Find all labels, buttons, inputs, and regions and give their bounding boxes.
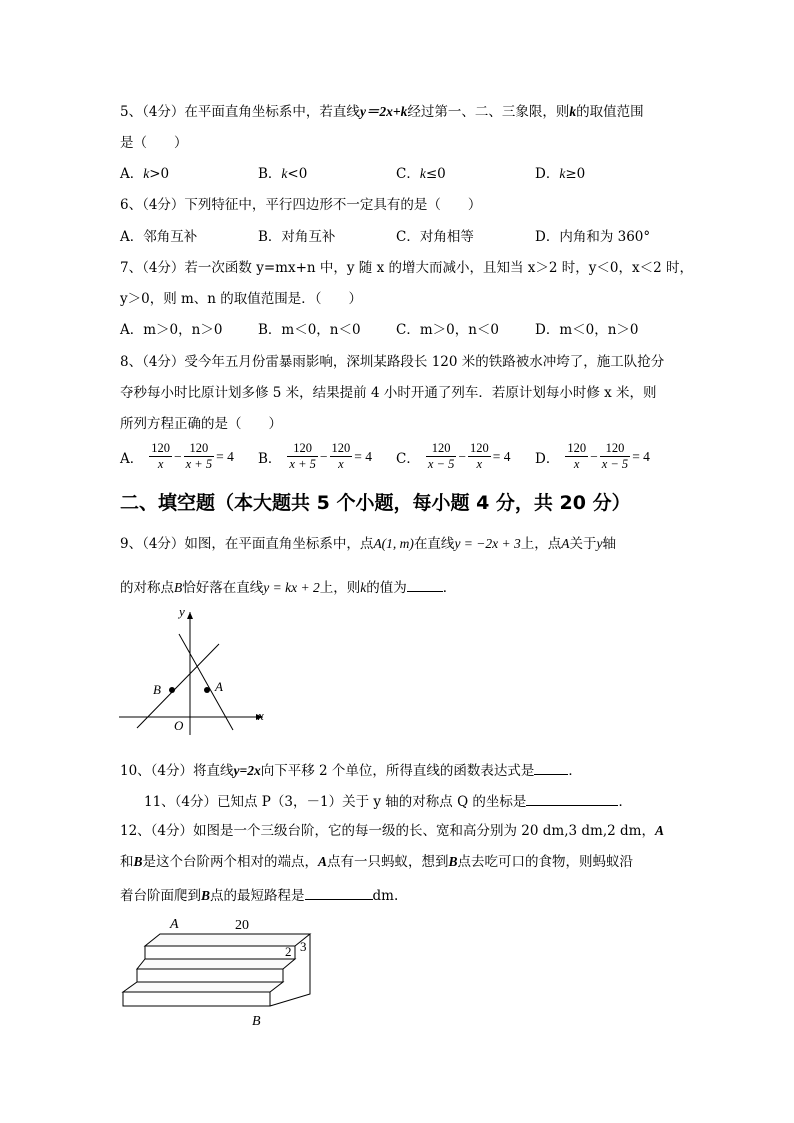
option-var: k bbox=[281, 166, 288, 181]
denominator: x bbox=[157, 457, 164, 471]
step-1-front bbox=[123, 992, 270, 1006]
q6-line1: 6、（4分）下列特征中，平行四边形不一定具有的是（ ） bbox=[120, 197, 482, 213]
rhs: = 4 bbox=[354, 448, 373, 464]
option-rest: <0 bbox=[287, 166, 308, 182]
q12-var-b3: B bbox=[201, 888, 211, 903]
numerator: 120 bbox=[151, 441, 170, 455]
q8-option-a[interactable] bbox=[120, 441, 236, 472]
q8-option-b[interactable] bbox=[258, 441, 374, 472]
q9-text-h: 上，则 bbox=[319, 580, 361, 596]
point-a-label: A bbox=[170, 917, 179, 932]
line-y-neg2x-plus3 bbox=[179, 634, 233, 730]
line-y-kx-plus2 bbox=[137, 644, 219, 728]
q5-option-d[interactable] bbox=[535, 165, 585, 183]
q9-text-b: 在直线 bbox=[413, 536, 455, 552]
q9-text-e: 轴 bbox=[602, 536, 617, 552]
operator: − bbox=[590, 448, 598, 464]
width-label: 2 bbox=[285, 944, 292, 959]
q12-text-e: 点去吃可口的食物，则蚂蚁沿 bbox=[457, 854, 634, 870]
option-label: C． bbox=[396, 450, 420, 467]
rhs: = 4 bbox=[492, 448, 511, 464]
q12-var-a: A bbox=[654, 823, 664, 838]
q12-answer-blank[interactable] bbox=[305, 885, 373, 900]
numerator: 120 bbox=[184, 441, 214, 457]
operator: − bbox=[458, 448, 466, 464]
denominator: x bbox=[338, 457, 344, 471]
q5-k: k bbox=[569, 104, 577, 119]
option-label: B． bbox=[258, 450, 282, 467]
option-var: k bbox=[419, 166, 426, 181]
q6-option-c[interactable]: C．对角相等 bbox=[396, 229, 474, 245]
fraction bbox=[149, 441, 172, 472]
q12-staircase-figure bbox=[115, 912, 325, 1032]
q12-line1 bbox=[120, 822, 664, 840]
rhs: = 4 bbox=[632, 448, 650, 464]
step-2-front bbox=[137, 969, 283, 982]
q10-text-b: 向下平移 2 个单位，所得直线的函数表达式是 bbox=[260, 763, 535, 779]
operator: − bbox=[319, 448, 328, 464]
numerator: 120 bbox=[600, 441, 630, 457]
q9-text-a: 9、（4分）如图，在平面直角坐标系中，点 bbox=[120, 536, 374, 552]
q12-text-c: 是这个台阶两个相对的端点， bbox=[142, 854, 319, 870]
q9-var-a: A bbox=[561, 536, 570, 551]
q9-equation-2: y = kx + 2 bbox=[263, 580, 320, 595]
q12-line3 bbox=[120, 885, 398, 905]
denominator: x bbox=[573, 457, 580, 471]
q9-answer-blank[interactable] bbox=[407, 577, 443, 592]
option-rest: ≤0 bbox=[425, 166, 446, 182]
option-label: B． bbox=[258, 166, 282, 182]
denominator: x − 5 bbox=[601, 457, 629, 471]
q5-text-c: 的取值范围 bbox=[576, 104, 644, 120]
q5-text-a: 5、（4分）在平面直角坐标系中，若直线 bbox=[120, 104, 360, 120]
q5-line1 bbox=[120, 103, 644, 121]
point-b bbox=[169, 687, 175, 693]
q9-line2 bbox=[120, 577, 456, 597]
step-1-top bbox=[123, 982, 283, 992]
option-label: C． bbox=[396, 166, 420, 182]
q9-text-g: 恰好落在直线 bbox=[182, 580, 264, 596]
operator: − bbox=[174, 448, 182, 464]
q7-option-c[interactable]: C．m＞0，n＜0 bbox=[396, 322, 500, 338]
q8-option-c[interactable] bbox=[396, 441, 512, 472]
q7-option-a[interactable]: A．m＞0，n＞0 bbox=[120, 322, 223, 338]
q6-option-a[interactable]: A．邻角互补 bbox=[120, 229, 198, 245]
q8-line1: 8、（4分）受今年五月份雷暴雨影响，深圳某路段长 120 米的铁路被水冲垮了，施工队抢分 bbox=[120, 354, 665, 370]
q9-coordinate-figure bbox=[115, 600, 275, 740]
q10-period: ． bbox=[568, 763, 582, 779]
numerator: 120 bbox=[287, 441, 317, 457]
numerator: 120 bbox=[469, 441, 489, 455]
q8-line3: 所列方程正确的是（ ） bbox=[120, 416, 282, 432]
q12-text-b: 和 bbox=[120, 854, 134, 870]
q9-var-k: k bbox=[360, 580, 367, 595]
q9-period: ． bbox=[442, 580, 457, 596]
length-label: 20 bbox=[235, 918, 249, 933]
q7-line1: 7、（4分）若一次函数 y=mx+n 中，y 随 x 的增大而减小，且知当 x＞2 时，y＜0，x＜2 时， bbox=[120, 260, 693, 276]
fraction bbox=[565, 441, 588, 472]
x-axis-label: x bbox=[258, 708, 264, 723]
q9-text-c: 上，点 bbox=[520, 536, 562, 552]
numerator: 120 bbox=[331, 441, 351, 455]
option-var: k bbox=[143, 166, 150, 181]
q5-option-b[interactable] bbox=[258, 165, 307, 183]
y-axis-label: y bbox=[179, 604, 185, 619]
q12-text-a: 12、（4分）如图是一个三级台阶，它的每一级的长、宽和高分别为 20 dm,3 dm,2 dm， bbox=[120, 823, 655, 839]
fraction bbox=[330, 441, 353, 472]
numerator: 120 bbox=[426, 441, 456, 457]
q9-point-a: A(1, m) bbox=[373, 536, 414, 551]
q12-var-b: B bbox=[133, 854, 143, 869]
q5-option-c[interactable] bbox=[396, 165, 446, 183]
denominator: x + 5 bbox=[185, 457, 213, 471]
q12-text-d: 点有一只蚂蚁，想到 bbox=[327, 854, 449, 870]
point-b-label: B bbox=[252, 1014, 261, 1029]
q12-unit: dm. bbox=[372, 888, 399, 904]
point-a-label: A bbox=[215, 679, 223, 694]
q9-equation-1: y = −2x + 3 bbox=[454, 536, 521, 551]
point-b-label: B bbox=[153, 682, 161, 697]
q9-text-i: 的值为 bbox=[366, 580, 407, 596]
q5-option-a[interactable] bbox=[120, 165, 169, 183]
fraction bbox=[468, 441, 491, 472]
q5-text-b: 经过第一、二、三象限，则 bbox=[407, 104, 570, 120]
q9-text-f: 的对称点 bbox=[120, 580, 174, 596]
step-3-front bbox=[145, 946, 295, 959]
q12-line2 bbox=[120, 853, 633, 871]
q11-period: ． bbox=[618, 794, 632, 810]
denominator: x + 5 bbox=[289, 457, 316, 471]
numerator: 120 bbox=[567, 441, 587, 455]
option-label: D． bbox=[535, 450, 560, 467]
q9-var-y: y bbox=[596, 536, 603, 551]
q5-line2: 是（ ） bbox=[120, 135, 188, 151]
denominator: x − 5 bbox=[427, 457, 455, 471]
q8-option-d[interactable] bbox=[535, 441, 652, 472]
q10-answer-blank[interactable] bbox=[534, 760, 568, 775]
rhs: = 4 bbox=[216, 448, 234, 464]
q10-text-a: 10、（4分）将直线 bbox=[120, 763, 234, 779]
q10-line bbox=[120, 760, 582, 780]
q6-option-b[interactable]: B．对角互补 bbox=[258, 229, 336, 245]
fraction bbox=[600, 441, 630, 472]
q7-option-d[interactable]: D．m＜0，n＞0 bbox=[535, 322, 639, 338]
denominator: x bbox=[476, 457, 483, 471]
section-title: 二、填空题（本大题共 5 个小题，每小题 4 分，共 20 分） bbox=[120, 492, 631, 514]
q9-var-b: B bbox=[174, 580, 183, 595]
y-axis-arrow bbox=[187, 612, 193, 619]
q6-option-d[interactable]: D．内角和为 360° bbox=[535, 229, 651, 245]
height-label: 3 bbox=[300, 939, 307, 954]
q7-option-b[interactable]: B．m＜0，n＜0 bbox=[258, 322, 361, 338]
fraction bbox=[287, 441, 317, 472]
origin-label: O bbox=[174, 718, 184, 733]
option-rest: ≥0 bbox=[565, 166, 586, 182]
q9-text-d: 关于 bbox=[569, 536, 597, 552]
step-2-top bbox=[137, 959, 295, 969]
option-label: A． bbox=[120, 166, 144, 182]
q10-equation: y=2x bbox=[233, 763, 261, 778]
q8-line2: 夺秒每小时比原计划多修 5 米，结果提前 4 小时开通了列车．若原计划每小时修 x 米，则 bbox=[120, 385, 657, 401]
q11-answer-blank[interactable] bbox=[526, 791, 618, 806]
q12-text-f: 着台阶面爬到 bbox=[120, 888, 201, 904]
fraction bbox=[184, 441, 214, 472]
option-var: k bbox=[559, 166, 566, 181]
q11-line bbox=[144, 791, 632, 811]
option-label: A． bbox=[120, 450, 144, 467]
fraction bbox=[426, 441, 456, 472]
point-a bbox=[204, 687, 210, 693]
q7-line2: y＞0，则 m、n 的取值范围是．（ ） bbox=[120, 291, 363, 307]
option-label: D． bbox=[535, 166, 560, 182]
q12-var-b2: B bbox=[448, 854, 458, 869]
q12-var-a2: A bbox=[318, 854, 328, 869]
q11-text: 11、（4分）已知点 P（3，－1）关于 y 轴的对称点 Q 的坐标是 bbox=[144, 794, 527, 810]
q5-equation: y＝2x+k bbox=[359, 104, 408, 119]
q12-text-g: 点的最短路程是 bbox=[210, 888, 305, 904]
option-rest: >0 bbox=[149, 166, 170, 182]
q9-line1 bbox=[120, 535, 616, 553]
